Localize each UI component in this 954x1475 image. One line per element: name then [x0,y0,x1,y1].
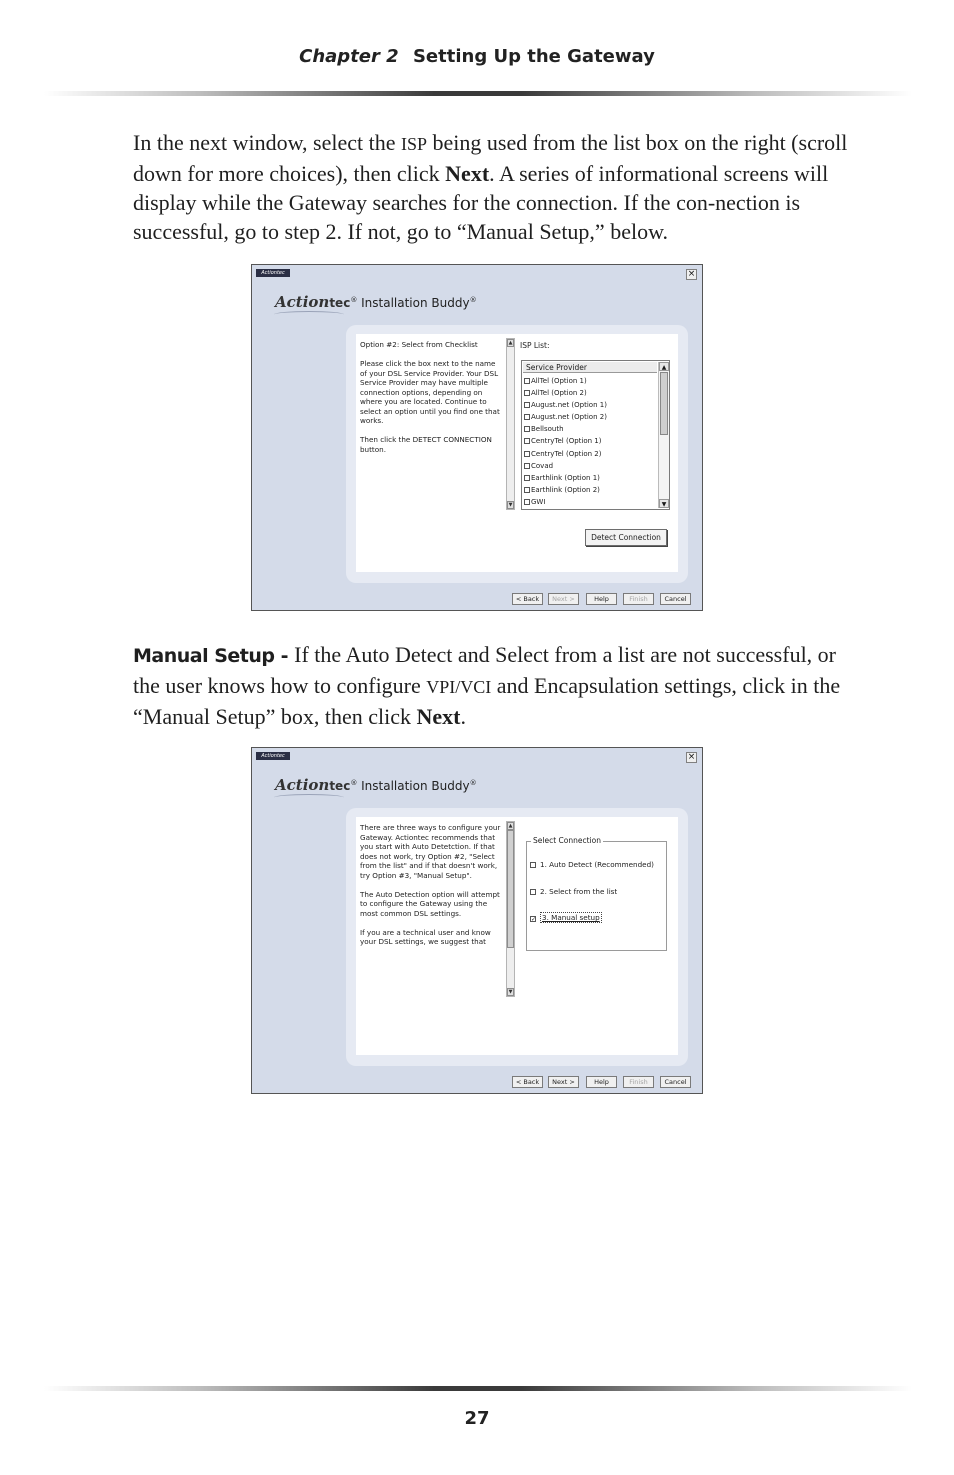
brand-tec: tec [329,779,351,793]
isp-list-item[interactable] [524,399,658,411]
scroll-up-icon[interactable]: ▲ [508,823,513,829]
para2-text-3: . [460,704,466,729]
running-header [0,46,954,67]
brand-word: Action [275,776,330,794]
isp-checkbox[interactable] [524,426,530,432]
para1-text-1: In the next window, select the [133,130,401,155]
para2-vpivci: VPI/VCI [426,677,492,697]
content-panel [346,325,688,583]
para1-isp: ISP [401,134,428,154]
isp-item-label: August.net (Option 1) [531,401,607,410]
logo-swoosh [274,311,344,318]
reg-mark: ® [350,779,358,787]
brand-action [275,776,350,794]
isp-items [524,375,658,508]
isp-list-item[interactable] [524,435,658,447]
isp-item-label: GWI [531,497,546,506]
cancel-button[interactable]: Cancel [660,593,691,605]
detect-connection-button[interactable]: Detect Connection [585,529,667,546]
scroll-down-icon[interactable]: ▼ [659,499,669,508]
content-inner [356,334,678,572]
isp-item-label: AllTel (Option 1) [531,377,587,385]
isp-item-label: AllTel (Option 2) [531,389,587,398]
isp-item-label: Earthlink (Option 2) [531,485,600,494]
isp-checkbox[interactable] [524,487,530,493]
paragraph-manual-setup [133,640,863,731]
help-button[interactable]: Help [586,593,617,605]
product-name: Installation Buddy [357,779,470,793]
isp-item-label: CentryTel (Option 2) [531,449,602,458]
option-manual-setup[interactable] [530,913,602,922]
isp-list-item[interactable] [524,375,658,387]
isp-list-item[interactable] [524,460,658,472]
instructions-scrollbar[interactable] [506,821,515,997]
window-titlebar [252,748,702,762]
reg-mark-2: ® [469,779,477,787]
reg-mark-2: ® [469,296,477,304]
scroll-down-icon[interactable]: ▼ [508,502,513,508]
isp-checkbox[interactable] [524,414,530,420]
help-button[interactable]: Help [586,1076,617,1088]
instructions-scrollbar[interactable] [506,338,515,510]
finish-button[interactable]: Finish [623,1076,654,1088]
finish-button[interactable]: Finish [623,593,654,605]
para1-text-3: . A series of informational screens will display while the Gateway searches for the connection. If the con-nection is successful, go to step 2. If not, go to “Manual Setup,” below. [133,161,829,244]
page-number: 27 [464,1408,490,1429]
isp-checkbox[interactable] [524,438,530,444]
isp-list-item[interactable] [524,423,658,435]
reg-mark: ® [350,296,358,304]
para1-text-2: being used from the list box on the right (scroll down for more choices), then click [133,130,848,186]
isp-checkbox[interactable] [524,402,530,408]
scroll-down-icon[interactable]: ▼ [508,989,513,995]
scroll-up-icon[interactable]: ▲ [508,340,513,346]
option-select-from-list[interactable] [530,887,617,896]
logo-swoosh [274,794,344,801]
instructions-text: There are three ways to configure your Gateway. Actiontec recommends that you start with Auto Detetction. If that does not work, try Option #2, "Select from the list" and if that doesn't work, try Option #3, "Manual Setup". The Auto Detection option will attempt to configure the Gateway using the most common DSL settings. If you are a technical user and know your DSL settings, we suggest that [360,823,501,946]
checkbox-auto-detect[interactable] [530,862,536,868]
isp-checkbox[interactable] [524,463,530,469]
footer-rule [44,1386,912,1391]
cancel-button[interactable]: Cancel [660,1076,691,1088]
isp-list-item[interactable] [524,387,658,399]
product-name: Installation Buddy [357,296,470,310]
isp-list-label: ISP List: [520,341,550,350]
scroll-thumb[interactable] [660,372,668,435]
close-icon[interactable]: × [687,269,696,279]
instructions-text: Option #2: Select from Checklist Please click the box next to the name of your DSL Service Provider. Your DSL Service Provider may have multiple connection options, depending on where you are located. Continue to select an option until you find one that works. Then click the DETECT CONNECTION button. [360,340,500,454]
scroll-up-icon[interactable]: ▲ [659,362,669,371]
scroll-thumb[interactable] [507,830,514,948]
brand-word: Action [275,293,330,311]
select-connection-legend: Select Connection [533,836,601,845]
isp-checkbox[interactable] [524,378,530,384]
isp-item-label: CentryTel (Option 1) [531,437,602,446]
chapter-title: Setting Up the Gateway [412,46,655,67]
para2-next-bold: Next [416,704,461,729]
isp-list-item[interactable] [524,448,658,460]
isp-item-label: Earthlink (Option 1) [531,473,600,482]
actiontec-system-icon: Actiontec [256,269,290,277]
isp-list-item[interactable] [524,472,658,484]
select-connection-group [526,836,667,951]
isp-item-label: Covad [531,461,554,470]
close-icon[interactable]: × [687,752,696,762]
option-label: 2. Select from the list [540,887,618,896]
para2-text-2: and Encapsulation settings, click in the “Manual Setup” box, then click [133,673,841,729]
header-rule [44,91,912,96]
list-header-service-provider[interactable]: Service Provider [523,362,657,373]
brand-action [275,293,350,311]
checkbox-select-list[interactable] [530,889,536,895]
para2-text-1: If the Auto Detect and Select from a list are not successful, or the user knows how to configure [133,642,837,698]
isp-checkbox[interactable] [524,390,530,396]
paragraph-isp-selection [133,128,863,246]
manual-setup-runin: Manual Setup - [133,645,295,667]
isp-checkbox[interactable] [524,499,530,505]
isp-list-item[interactable] [524,411,658,423]
option-auto-detect[interactable] [530,860,654,869]
content-panel [346,808,688,1066]
content-inner [356,817,678,1055]
para1-next-bold: Next [445,161,490,186]
isp-item-label: August.net (Option 2) [531,413,607,422]
isp-list-item[interactable] [524,496,658,508]
back-button[interactable]: < Back [512,1076,543,1088]
chapter-label: Chapter 2 [299,46,399,67]
option-label: 1. Auto Detect (Recommended) [540,860,654,869]
option-label: 3. Manual setup [542,913,600,922]
actiontec-system-icon: Actiontec [256,752,290,760]
isp-listbox[interactable] [521,360,670,510]
isp-checkbox[interactable] [524,451,530,457]
next-button[interactable]: Next > [548,1076,579,1088]
isp-list-item[interactable] [524,484,658,496]
window-titlebar [252,265,702,279]
back-button[interactable]: < Back [512,593,543,605]
installation-buddy-logo [275,776,477,794]
next-button[interactable]: Next > [548,593,579,605]
isp-item-label: Bellsouth [531,425,564,434]
screenshot-select-connection [251,747,703,1094]
isp-checkbox[interactable] [524,475,530,481]
installation-buddy-logo [275,293,477,311]
brand-tec: tec [329,296,351,310]
isp-scrollbar[interactable] [658,362,669,508]
checkbox-manual-setup-checked[interactable]: ✓ [531,916,537,923]
screenshot-isp-checklist [251,264,703,611]
